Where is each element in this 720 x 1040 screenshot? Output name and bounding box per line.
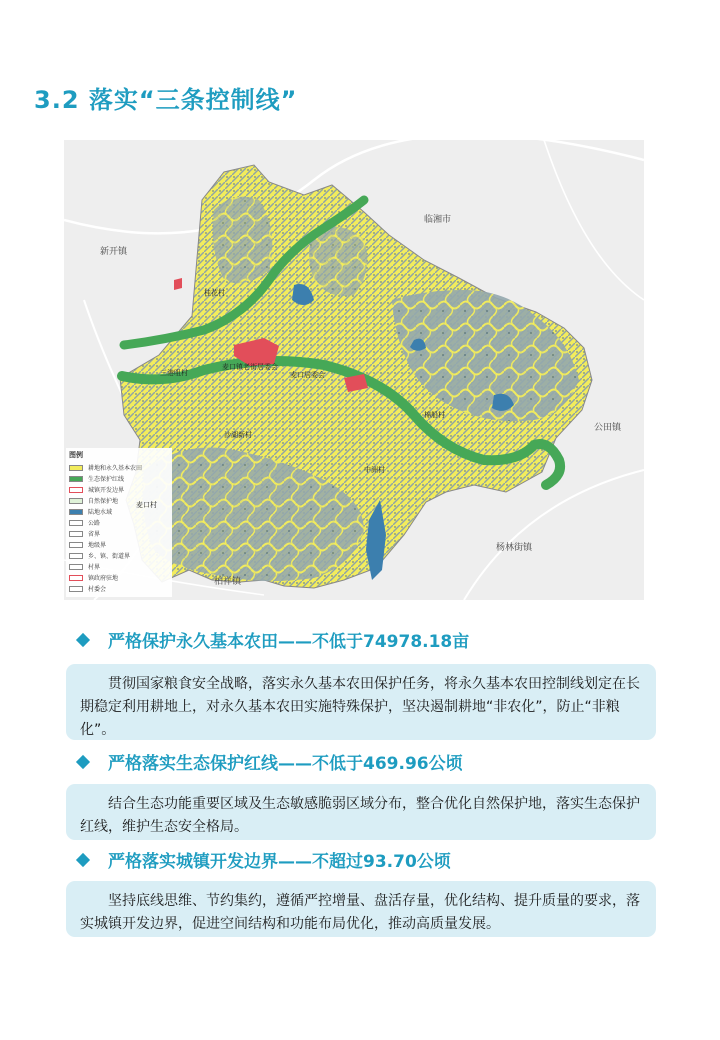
section-body-farmland: 贯彻国家粮食安全战略，落实永久基本农田保护任务，将永久基本农田控制线划定在长期稳定利用耕地上，对永久基本农田实施特殊保护，坚决遏制耕地“非农化”，防止“非粮化”。: [66, 664, 656, 740]
legend-item: 陆地水域: [69, 506, 169, 517]
section-title-farmland: 严格保护永久基本农田——不低于74978.18亩: [78, 627, 469, 652]
map-label-gongtian: 公田镇: [594, 423, 622, 433]
legend-item: 耕地和永久基本农田: [69, 462, 169, 473]
legend-item: 公路: [69, 517, 169, 528]
legend-item: 村委会: [69, 583, 169, 594]
legend-item: 镇政府驻地: [69, 572, 169, 583]
section-title-town: 严格落实城镇开发边界——不超过93.70公顷: [78, 847, 451, 872]
diamond-bullet-icon: [76, 754, 90, 768]
map-label-xinkai: 新开镇: [100, 247, 128, 257]
section-body-ecology: 结合生态功能重要区域及生态敏感脆弱区域分布，整合优化自然保护地，落实生态保护红线，维护生态安全格局。: [66, 784, 656, 840]
legend-item: 地级界: [69, 539, 169, 550]
diamond-bullet-icon: [76, 632, 90, 646]
map-label-village: 三港咀村: [160, 369, 188, 377]
section-body-town: 坚持底线思维、节约集约，遵循严控增量、盘活存量，优化结构、提升质量的要求，落实城镇开发边界，促进空间结构和功能布局优化，推动高质量发展。: [66, 881, 656, 937]
legend-title: 图例: [69, 451, 83, 459]
map-label-village: 麦口村: [136, 501, 157, 509]
legend-item: 生态保护红线: [69, 473, 169, 484]
map-label-village: 麦口居委会: [290, 371, 325, 379]
legend-item: 乡、镇、街道界: [69, 550, 169, 561]
map-label-village: 桂花村: [204, 289, 225, 297]
map-label-baixiang: 柏祥镇: [214, 577, 242, 587]
section-title-ecology: 严格落实生态保护红线——不低于469.96公顷: [78, 749, 463, 774]
control-lines-map: [64, 140, 644, 600]
map-label-yanglin: 杨林街镇: [496, 543, 533, 553]
map-label-village: 棉船村: [424, 411, 445, 419]
map-label-village: 沙湖新村: [224, 431, 252, 439]
legend-item: 省界: [69, 528, 169, 539]
legend-item: 自然保护地: [69, 495, 169, 506]
map-label-village: 中洲村: [364, 466, 385, 474]
map-label-village: 麦口镇老街居委会: [222, 363, 278, 371]
diamond-bullet-icon: [76, 852, 90, 866]
map-legend: [66, 448, 172, 597]
page-heading: 3.2 落实“三条控制线”: [34, 86, 298, 114]
map-label-linxiang: 临湘市: [424, 215, 452, 225]
legend-item: 村界: [69, 561, 169, 572]
legend-item: 城镇开发边界: [69, 484, 169, 495]
